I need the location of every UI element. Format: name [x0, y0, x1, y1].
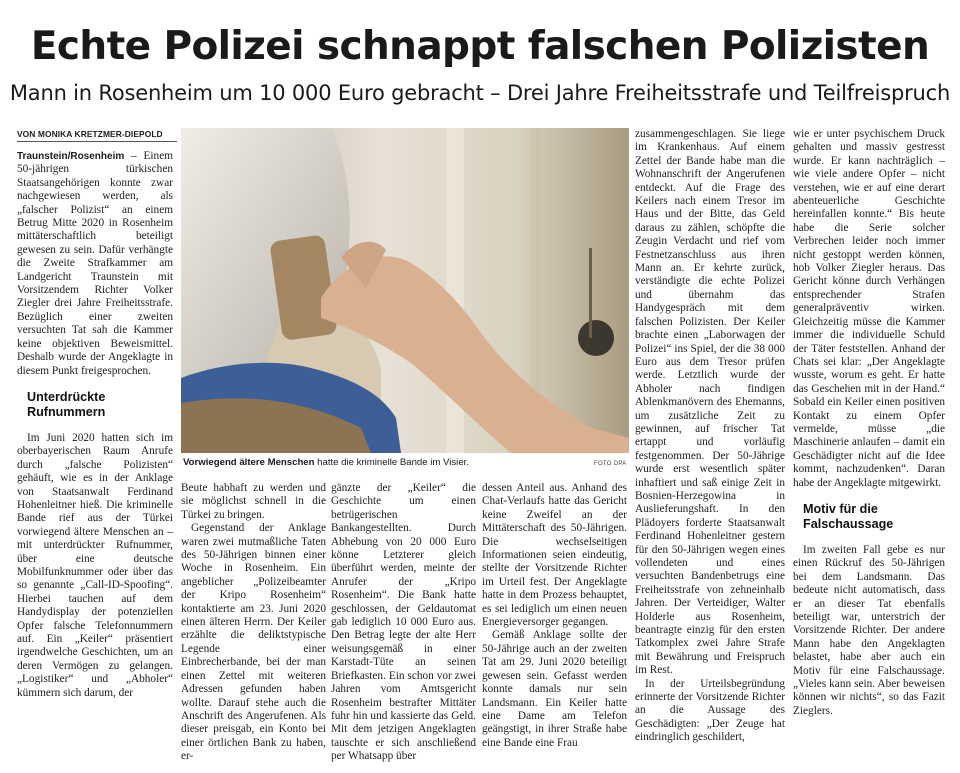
body-paragraph: zusammengeschlagen. Sie liege im Krankenhaus. Auf einem Zettel der Bande habe man die Wohnanschrift der Angerufenen entdeckt. Auf die Frage des Keilers nach einem Tresor im Haus und der Bitte, das Geld daraus zu zählen, schöpfte die Zeugin Verdacht und rief vom Festnetzanschluss aus ihren Mann an. Er kehrte zurück, verständigte die echte Polizei und übernahm das Handygespräch mit dem falschen Polizisten. Der Keiler brachte einen „Laborwagen der Polizei“ ins Spiel, der die 38 000 Euro aus dem Tresor prüfen werde. Letztlich wurde der Abholer nach findigen Ablenkmanövern des Ehemanns, um zusätzliche Zeit zu gewinnen, auf frischer Tat ertappt und vorläufig festgenommen. Der 50-Jährige wurde erst wesentlich später inhaftiert und saß einige Zeit in Bosnien-Herzegowina in Auslieferungshaft. In den Plädoyers forderte Staatsanwalt Ferdinand Hohenleitner gestern für den 50-Jährigen wegen eines vollendeten und eines versuchten Bandenbetrugs eine Freiheitsstrafe von zehneinhalb Jahren. Der Verteidiger, Walter Holderle aus Rosenheim, beantragte einzig für den ersten Tatkomplex zwei Jahre Strafe mit Bewährung und Freispruch im Rest.	[635, 128, 785, 677]
byline: VON MONIKA KRETZMER-DIEPOLD	[17, 129, 177, 142]
body-paragraph: Gemäß Anklage sollte der 50-Jährige auch an der zweiten Tat am 29. Juni 2020 beteiligt gewesen sein. Gefasst werden konnte damals nur sein Landsmann. Ein Keiler hatte eine Dame am Telefon geängstigt, in ihrer Straße habe eine Bande eine Frau	[482, 629, 627, 749]
article-column-2	[181, 482, 326, 764]
body-paragraph: Im Juni 2020 hatten sich im oberbayerischen Raum Anrufe durch „falsche Polizisten“ gehäuft, wie es in der Anklage von Staatsanwalt Ferdinand Hohenleitner hieß. Die kriminelle Bande rief aus der Türkei vorwiegend ältere Menschen an – mit unterdrückter Rufnummer, über eine deutsche Mobilfunknummer oder über das so genannte „Call-ID-Spoofing“. Hierbei tauchen auf dem Handydisplay der potenziellen Opfer falsche Telefonnummern auf. Ein „Keiler“ präsentiert irgendwelche Geschichten, um an deren Vermögen zu gelangen. „Logistiker“ und „Abholer“ kümmern sich darum, der	[17, 431, 173, 699]
lead-paragraph	[17, 150, 173, 378]
article-photo	[181, 128, 629, 453]
article-column-4	[482, 482, 627, 750]
dateline: Traunstein/Rosenheim	[17, 151, 125, 162]
elderly-woman-on-phone-photo	[181, 128, 629, 453]
body-paragraph: Beute habhaft zu werden und sie möglichst schnell in die Türkei zu bringen.	[181, 482, 326, 521]
lead-text: – Einem 50-jährigen türkischen Staatsangehörigen konnte zwar nachgewiesen werden, als „falscher Polizist“ an einem Betrug Mitte 2020 in Rosenheim mittäterschaftlich beteiligt gewesen zu sein. Dafür verhängte die Zweite Strafkammer am Landgericht Traunstein mit Vorsitzendem Richter Volker Ziegler drei Jahre Freiheitsstrafe. Bezüglich einer zweiten versuchten Tat sah die Kammer keine objektiven Beweismittel. Deshalb wurde der Angeklagte in diesem Punkt freigesprochen.	[17, 150, 173, 377]
body-paragraph: Gegenstand der Anklage waren zwei mutmaßliche Taten des 50-Jährigen binnen einer Woche in Rosenheim. Ein angeblicher „Polizeibeamter der Kripo Rosenheim“ kontaktierte am 23. Juni 2020 einen älteren Herrn. Der Keiler erzählte die deliktstypische Legende einer Einbrecherbande, bei der man einen Zettel mit weiteren Adressen gefunden haben wollte. Darauf stehe auch die Anschrift des Angerufenen. Als dieser preisgab, ein Konto bei einer örtlichen Bank zu haben, er-	[181, 522, 326, 763]
article-headline: Echte Polizei schnappt falschen Polizisten	[30, 24, 930, 69]
body-paragraph: In der Urteilsbegründung erinnerte der Vorsitzende Richter an die Aussage des Geschädigten: „Der Zeuge hat eindringlich geschildert,	[635, 677, 785, 744]
article-subheadline: Mann in Rosenheim um 10 000 Euro gebracht – Drei Jahre Freiheitsstrafe und Teilfreispruch	[9, 81, 951, 105]
subheading-unterdrueckte-rufnummern: Unterdrückte Rufnummern	[27, 389, 106, 419]
body-paragraph: Im zweiten Fall gebe es nur einen Rückruf des 50-Jährigen bei dem Landsmann. Das bedeute nicht automatisch, dass er an dieser Tat ebenfalls beteiligt war, unterstrich der Vorsitzende Richter. Der andere Mann habe den Angeklagten belastet, habe aber auch ein Motiv für eine Falschaussage. „Vieles kann sein. Aber beweisen können wir nichts“, so das Fazit Zieglers.	[793, 543, 945, 717]
body-paragraph: wie er unter psychischem Druck gehalten und massiv gestresst wurde. Er kann nachträglich – wie viele andere Opfer – nicht verstehen, wie er auf eine derart abenteuerliche Geschichte hereinfallen konnte.“ Bis heute habe die Serie solcher Verbrechen leider noch immer nicht gestoppt werden können, hob Volker Ziegler heraus. Das Gericht könne durch Verhängen entsprechender Strafen generalpräventiv wirken. Gleichzeitig müsse die Kammer immer die individuelle Schuld der Täter feststellen. Anhand der Chats sei klar: „Der Angeklagte wusste, worum es geht. Er hatte das Geschehen mit in der Hand.“ Sobald ein Keiler einen positiven Kontakt zu einem Opfer vermelde, müsse „die Maschinerie anlaufen – damit ein Geschädigter nicht auf die Idee kommt, nachzudenken“. Daran habe der Angeklagte mitgewirkt.	[793, 128, 945, 489]
photo-credit: FOTO DPA	[594, 461, 627, 467]
body-paragraph: gänzte der „Keiler“ die Geschichte um einen betrügerischen Bankangestellten. Durch Abhebung von 20 000 Euro könne Letzterer gleich überführt werden, meinte der Anrufer der „Kripo Rosenheim“. Die Bank hatte geschlossen, der Geldautomat gab lediglich 10 000 Euro aus. Den Betrag legte der alte Herr weisungsgemäß in einer Karstadt-Tüte an seinen Briefkasten. Ein schon vor zwei Jahren vom Amtsgericht Rosenheim bestrafter Mittäter fuhr hin und kassierte das Geld. Mit dem jetzigen Angeklagten tauschte er sich anschließend per Whatsapp über	[331, 482, 476, 763]
article-column-3	[331, 482, 476, 764]
article-column-6	[793, 128, 945, 718]
photo-caption: Vorwiegend ältere Menschen hatte die kriminelle Bande im Visier.	[183, 457, 469, 468]
article-column-1	[17, 150, 173, 700]
article-column-5	[635, 128, 785, 745]
body-paragraph: dessen Anteil aus. Anhand des Chat-Verlaufs hatte das Gericht keine Zweifel an der Mittäterschaft des 50-Jährigen. Die wechselseitigen Informationen seien eindeutig, stellte der Vorsitzende Richter im Urteil fest. Der Angeklagte hatte in dem Prozess behauptet, es sei lediglich um einen neuen Energieversorger gegangen.	[482, 482, 627, 629]
subheading-motiv-falschaussage: Motiv für die Falschaussage	[803, 501, 894, 531]
